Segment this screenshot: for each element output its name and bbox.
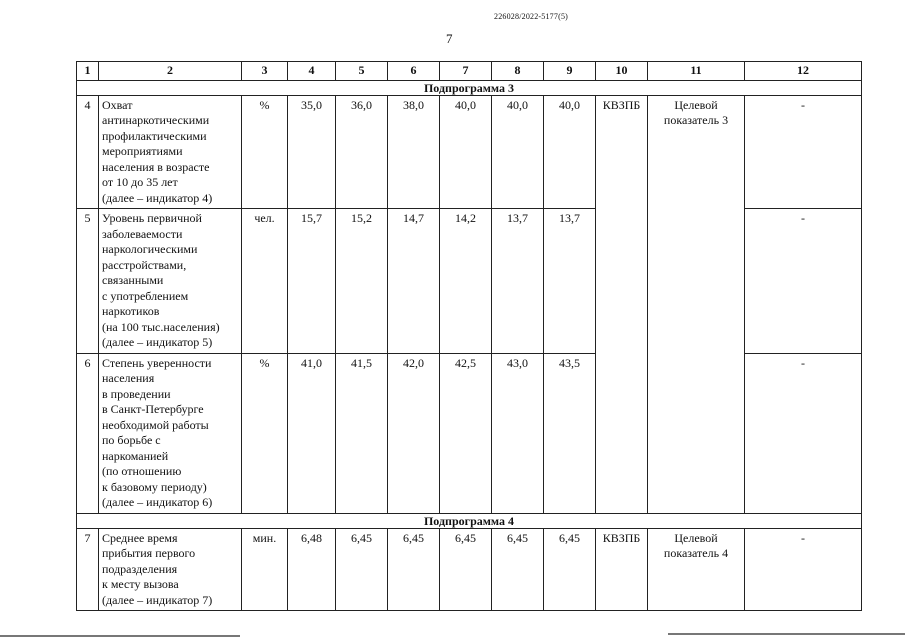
indicator-name-line: необходимой работы xyxy=(102,417,209,432)
indicator-name-line: Степень уверенности xyxy=(102,355,212,370)
row-number: 6 xyxy=(77,353,99,513)
table-row xyxy=(77,209,862,354)
indicator-name-line: связанными xyxy=(102,273,164,287)
indicator-name xyxy=(99,95,242,209)
indicator-name-line: прибытия первого xyxy=(102,546,196,560)
indicator-name-line: антинаркотическими xyxy=(102,113,210,127)
value-cell: 15,7 xyxy=(288,209,336,354)
table-row xyxy=(77,528,862,611)
value-cell: 41,0 xyxy=(288,353,336,513)
target-indicator-line: Целевой xyxy=(674,97,718,112)
row-number: 4 xyxy=(77,95,99,209)
value-cell: 6,45 xyxy=(492,528,544,611)
scan-edge-line-left xyxy=(0,635,240,637)
col-header-1: 1 xyxy=(77,62,99,81)
value-cell: 35,0 xyxy=(288,95,336,209)
indicators-table-container xyxy=(76,61,862,611)
column-number-row xyxy=(77,62,862,81)
col-header-8: 8 xyxy=(492,62,544,81)
unit-cell: мин. xyxy=(242,528,288,611)
responsible-body-cell: КВЗПБ xyxy=(596,528,648,611)
indicator-name-line: Среднее время xyxy=(102,530,178,545)
subprogram-4-row xyxy=(77,513,862,528)
page-number: 7 xyxy=(446,31,453,46)
col-header-2: 2 xyxy=(99,62,242,81)
indicator-name xyxy=(99,209,242,354)
indicator-name-line: наркотиков xyxy=(102,304,160,318)
row-number: 7 xyxy=(77,528,99,611)
indicator-name-line: (далее – индикатор 6) xyxy=(102,495,213,509)
indicator-name-line: заболеваемости xyxy=(102,226,183,241)
value-cell: 13,7 xyxy=(544,209,596,354)
value-cell: 42,5 xyxy=(440,353,492,513)
indicator-name-line: к базовому периоду) xyxy=(102,479,207,494)
table-row xyxy=(77,353,862,513)
col-header-7: 7 xyxy=(440,62,492,81)
col-header-10: 10 xyxy=(596,62,648,81)
col-header-6: 6 xyxy=(388,62,440,81)
value-cell: 6,45 xyxy=(336,528,388,611)
value-cell: 42,0 xyxy=(388,353,440,513)
indicator-name-line: расстройствами, xyxy=(102,257,187,272)
row-number: 5 xyxy=(77,209,99,354)
value-cell: 40,0 xyxy=(544,95,596,209)
note-cell: - xyxy=(745,95,862,209)
indicator-name-line: наркологическими xyxy=(102,242,198,256)
value-cell: 6,45 xyxy=(544,528,596,611)
indicator-name-line: подразделения xyxy=(102,561,178,576)
indicator-name-line: (далее – индикатор 5) xyxy=(102,335,213,349)
target-indicator-line: Целевой xyxy=(674,530,718,545)
value-cell: 13,7 xyxy=(492,209,544,354)
indicator-name-line: мероприятиями xyxy=(102,144,183,158)
value-cell: 6,45 xyxy=(440,528,492,611)
col-header-12: 12 xyxy=(745,62,862,81)
table-row xyxy=(77,95,862,209)
col-header-9: 9 xyxy=(544,62,596,81)
value-cell: 43,0 xyxy=(492,353,544,513)
indicator-name-line: Уровень первичной xyxy=(102,211,202,225)
col-header-4: 4 xyxy=(288,62,336,81)
indicator-name-line: (на 100 тыс.населения) xyxy=(102,319,220,334)
col-header-3: 3 xyxy=(242,62,288,81)
subprogram-3-title: Подпрограмма 3 xyxy=(77,80,862,95)
indicator-name-line: наркоманией xyxy=(102,448,169,463)
indicator-name-line: населения в возрасте xyxy=(102,159,210,174)
target-indicator-line: показатель 3 xyxy=(663,113,729,127)
note-cell: - xyxy=(745,528,862,611)
responsible-body-cell: КВЗПБ xyxy=(596,95,648,513)
unit-cell: % xyxy=(242,95,288,209)
indicator-name-line: (далее – индикатор 4) xyxy=(102,190,213,205)
indicator-name-line: профилактическими xyxy=(102,128,207,143)
col-header-5: 5 xyxy=(336,62,388,81)
target-indicator-cell xyxy=(648,95,745,513)
value-cell: 14,7 xyxy=(388,209,440,354)
note-cell: - xyxy=(745,353,862,513)
indicator-name-line: Охват xyxy=(102,97,133,112)
indicator-name-line: (далее – индикатор 7) xyxy=(102,592,213,607)
value-cell: 36,0 xyxy=(336,95,388,209)
indicator-name-line: к месту вызова xyxy=(102,577,179,591)
indicator-name xyxy=(99,528,242,611)
value-cell: 6,45 xyxy=(388,528,440,611)
indicator-name-line: в проведении xyxy=(102,386,171,401)
indicator-name-line: с употреблением xyxy=(102,288,189,303)
value-cell: 41,5 xyxy=(336,353,388,513)
indicator-name-line: (по отношению xyxy=(102,464,182,478)
subprogram-4-title: Подпрограмма 4 xyxy=(77,513,862,528)
indicator-name-line: населения xyxy=(102,371,155,385)
col-header-11: 11 xyxy=(648,62,745,81)
subprogram-3-row xyxy=(77,80,862,95)
indicator-name-line: от 10 до 35 лет xyxy=(102,175,178,189)
unit-cell: чел. xyxy=(242,209,288,354)
scan-edge-line-right xyxy=(668,633,905,635)
indicator-name xyxy=(99,353,242,513)
indicator-name-line: в Санкт-Петербурге xyxy=(102,402,204,416)
target-indicator-cell xyxy=(648,528,745,611)
value-cell: 14,2 xyxy=(440,209,492,354)
value-cell: 15,2 xyxy=(336,209,388,354)
value-cell: 40,0 xyxy=(492,95,544,209)
indicator-name-line: по борьбе с xyxy=(102,433,161,447)
indicators-table xyxy=(76,61,862,611)
value-cell: 38,0 xyxy=(388,95,440,209)
document-id: 226028/2022-5177(5) xyxy=(494,12,569,21)
target-indicator-line: показатель 4 xyxy=(663,546,729,560)
value-cell: 6,48 xyxy=(288,528,336,611)
value-cell: 43,5 xyxy=(544,353,596,513)
note-cell: - xyxy=(745,209,862,354)
unit-cell: % xyxy=(242,353,288,513)
value-cell: 40,0 xyxy=(440,95,492,209)
